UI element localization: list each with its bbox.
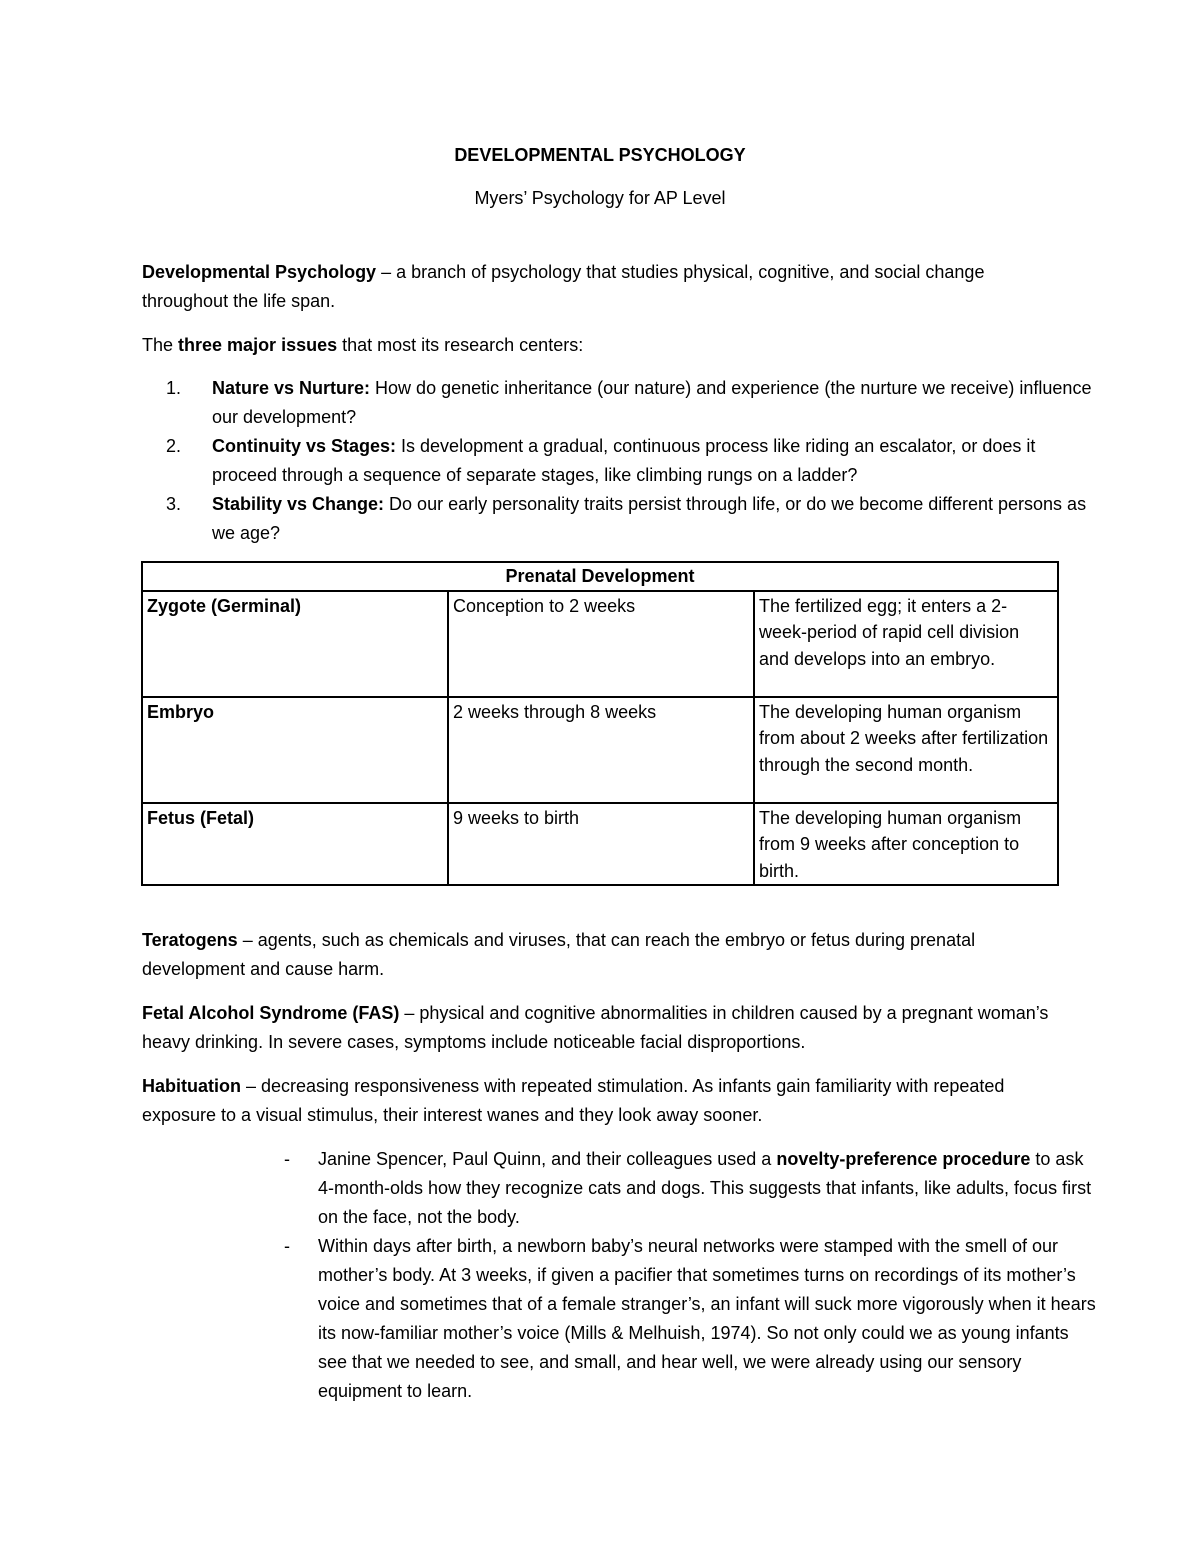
issue-term: Stability vs Change: (212, 494, 385, 514)
description-cell: The developing human organism from about 2 weeks after fertilization through the second month. (754, 697, 1058, 803)
term: Teratogens (142, 930, 238, 950)
definition-developmental-psychology (142, 258, 1062, 316)
stage-cell: Embryo (142, 697, 448, 803)
bullet-text: Within days after birth, a newborn baby’s neural networks were stamped with the smell of our mother’s body. At 3 weeks, if given a pacifier that sometimes turns on recordings of its mother’s voice and sometimes that of a female stranger’s, an infant will suck more vigorously when it hears its now-familiar mother’s voice (Mills & Melhuish, 1974). So not only could we as young infants see that we needed to see, and small, and hear well, we were already using our sensory equipment to learn. (318, 1236, 1096, 1401)
list-item (166, 374, 1092, 432)
definition-text: – decreasing responsiveness with repeated stimulation. As infants gain familiarity with repeated exposure to a visual stimulus, their interest wanes and they look away sooner. (142, 1076, 1005, 1125)
timing-cell: Conception to 2 weeks (448, 591, 754, 697)
timing-cell: 2 weeks through 8 weeks (448, 697, 754, 803)
document-subtitle: Myers’ Psychology for AP Level (474, 188, 726, 208)
issue-text: Do our early personality traits persist through life, or do we become different persons as we age? (212, 494, 1087, 543)
issue-text: How do genetic inheritance (our nature) and experience (the nurture we receive) influence our development? (212, 378, 1092, 427)
description-cell: The developing human organism from 9 weeks after conception to birth. (754, 803, 1058, 886)
timing-cell: 9 weeks to birth (448, 803, 754, 886)
issues-intro-bold: three major issues (178, 335, 338, 355)
description-cell: The fertilized egg; it enters a 2-week-period of rapid cell division and develops into an embryo. (754, 591, 1058, 697)
issues-intro (142, 331, 1062, 360)
table-heading: Prenatal Development (142, 562, 1058, 591)
table-row (142, 697, 1058, 803)
document-title: DEVELOPMENTAL PSYCHOLOGY (454, 145, 746, 165)
definition-text: – physical and cognitive abnormalities in children caused by a pregnant woman’s heavy drinking. In severe cases, symptoms include noticeable facial disproportions. (142, 1003, 1049, 1052)
table-header-row (142, 562, 1058, 591)
table-row (142, 591, 1058, 697)
list-item (166, 432, 1092, 490)
issues-list (142, 374, 1092, 548)
term: Fetal Alcohol Syndrome (FAS) (142, 1003, 400, 1023)
prenatal-development-table (141, 561, 1059, 886)
list-item (166, 490, 1092, 548)
issue-term: Nature vs Nurture: (212, 378, 371, 398)
bullet-bold: novelty-preference procedure (776, 1149, 1031, 1169)
issue-term: Continuity vs Stages: (212, 436, 397, 456)
stage-cell: Zygote (Germinal) (142, 591, 448, 697)
bullet-text-end: to ask 4-month-olds how they recognize cats and dogs. This suggests that infants, like adults, focus first on the face, not the body. (318, 1149, 1092, 1227)
issues-intro-pre: The (142, 335, 179, 355)
habituation-examples-list (284, 1145, 1098, 1406)
issues-intro-post: that most its research centers: (337, 335, 584, 355)
list-number: 3. (166, 494, 182, 514)
bullet-dash: - (284, 1149, 290, 1169)
definition-text: – a branch of psychology that studies physical, cognitive, and social change throughout the life span. (142, 262, 985, 311)
bullet-dash: - (284, 1236, 290, 1256)
term: Developmental Psychology (142, 262, 377, 282)
table-row (142, 803, 1058, 886)
definition-text: – agents, such as chemicals and viruses, that can reach the embryo or fetus during prenatal development and cause harm. (142, 930, 976, 979)
list-number: 1. (166, 378, 182, 398)
definition-habituation (142, 1072, 1062, 1130)
bullet-text: Janine Spencer, Paul Quinn, and their colleagues used a (318, 1149, 777, 1169)
list-number: 2. (166, 436, 182, 456)
term: Habituation (142, 1076, 241, 1096)
stage-cell: Fetus (Fetal) (142, 803, 448, 886)
list-item (284, 1145, 1098, 1232)
list-item (284, 1232, 1098, 1406)
definition-fas (142, 999, 1062, 1057)
issue-text: Is development a gradual, continuous process like riding an escalator, or does it proceed through a sequence of separate stages, like climbing rungs on a ladder? (212, 436, 1036, 485)
definition-teratogens (142, 926, 1062, 984)
